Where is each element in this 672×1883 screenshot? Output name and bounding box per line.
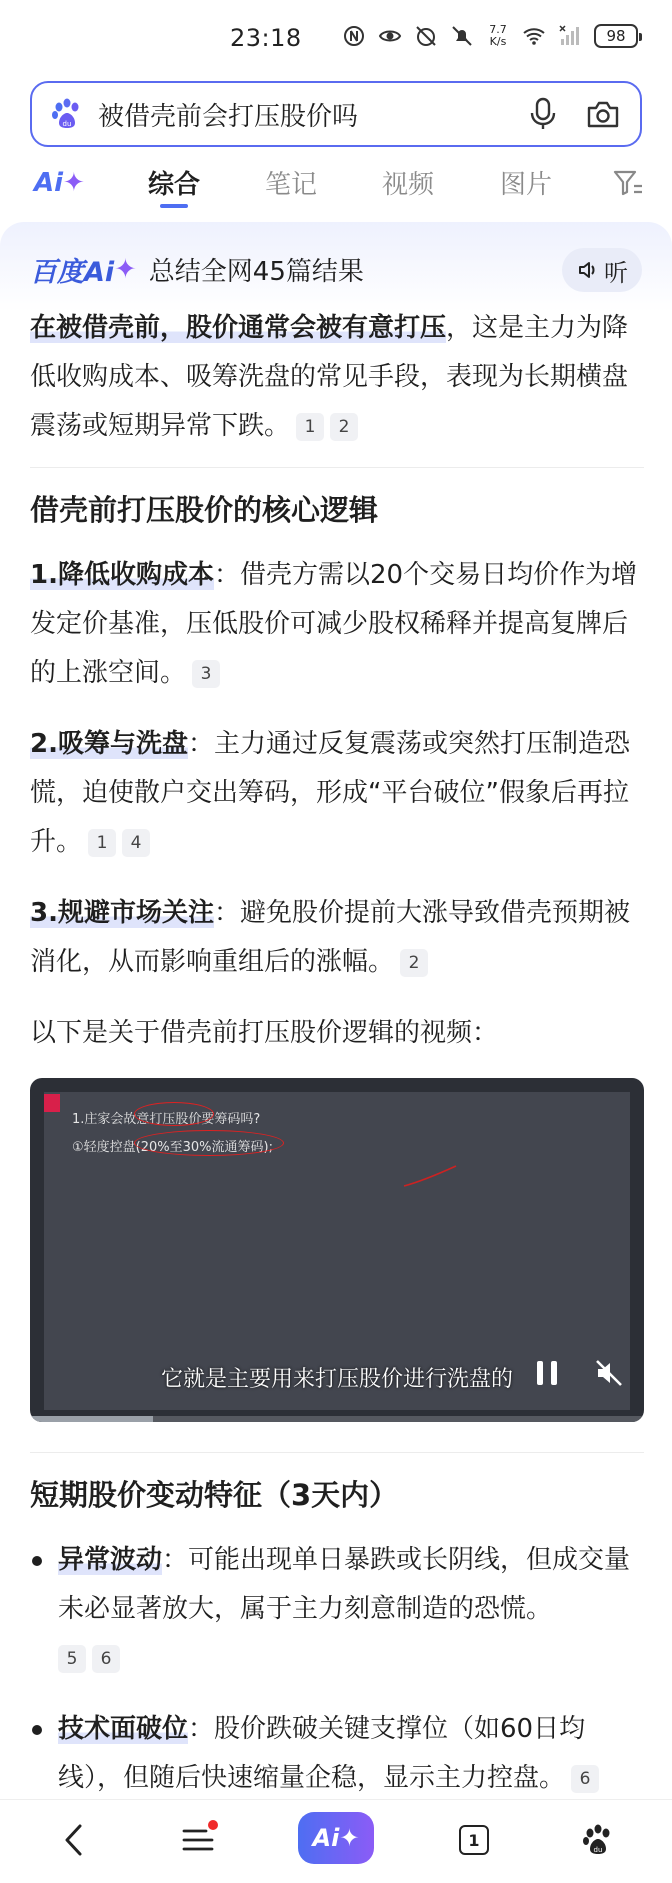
silent-icon bbox=[450, 24, 474, 48]
back-icon bbox=[62, 1822, 86, 1858]
eye-icon bbox=[378, 24, 402, 48]
annotation-stroke bbox=[400, 1162, 460, 1192]
intro-text: ，这是主力为降低收购成本、吸筹洗盘的常见手段，表现为长期横盘震荡或短期异常下跌。 bbox=[30, 313, 629, 441]
baidu-home-button[interactable] bbox=[576, 1818, 620, 1862]
tab-notes[interactable]: 笔记 bbox=[265, 170, 318, 200]
sparkle-icon: ✦ bbox=[63, 168, 85, 198]
video-progress-fill bbox=[30, 1416, 153, 1422]
net-speed bbox=[486, 24, 510, 48]
result-tabs bbox=[0, 160, 672, 220]
tab-images[interactable]: 图片 bbox=[500, 170, 553, 200]
citation-badge[interactable]: 5 bbox=[58, 1645, 86, 1673]
section-heading: 借壳前打压股价的核心逻辑 bbox=[30, 493, 379, 527]
alarm-off-icon bbox=[414, 24, 438, 48]
back-button[interactable] bbox=[52, 1818, 96, 1862]
mute-icon[interactable] bbox=[594, 1358, 624, 1388]
citation-badge[interactable]: 1 bbox=[296, 413, 324, 441]
intro-highlight: 在被借壳前，股价通常会被有意打压 bbox=[30, 313, 447, 343]
battery-indicator: 98 bbox=[594, 24, 638, 48]
item-text: ：避免股价提前大涨导致借壳预期被消化，从而影响重组后的涨幅。 bbox=[30, 898, 630, 977]
status-time: 23:18 bbox=[230, 24, 302, 52]
citation-badge[interactable]: 4 bbox=[122, 829, 150, 857]
baidu-ai-logo: 百度Ai bbox=[30, 257, 115, 288]
divider bbox=[30, 1452, 644, 1453]
logic-item bbox=[30, 889, 644, 987]
feature-item bbox=[30, 1705, 644, 1803]
filter-icon[interactable] bbox=[612, 168, 644, 198]
microphone-icon[interactable] bbox=[528, 97, 558, 131]
item-title: 异常波动 bbox=[58, 1545, 163, 1575]
video-text-line: ①轻度控盘(20%至30%流通筹码); bbox=[72, 1140, 273, 1155]
video-text-line: 1.庄家会故意打压股价要筹码吗? bbox=[72, 1112, 261, 1127]
item-text: ：主力通过反复震荡或突然打压制造恐慌，迫使散户交出筹码，形成“平台破位”假象后再拉升。 bbox=[30, 729, 630, 857]
annotation-circle bbox=[134, 1130, 284, 1156]
ai-summary-card bbox=[0, 222, 672, 1822]
status-bar bbox=[0, 0, 672, 78]
annotation-circle bbox=[134, 1102, 214, 1126]
speaker-icon bbox=[576, 258, 600, 282]
video-logo-mark bbox=[44, 1094, 60, 1112]
citation-badge[interactable]: 3 bbox=[192, 660, 220, 688]
tab-videos[interactable]: 视频 bbox=[382, 170, 435, 200]
citation-badge[interactable]: 2 bbox=[330, 413, 358, 441]
citation-badge[interactable]: 1 bbox=[88, 829, 116, 857]
ai-button-label: Ai bbox=[312, 1824, 340, 1852]
ai-assistant-button[interactable] bbox=[298, 1812, 374, 1864]
signal-icon bbox=[558, 24, 582, 48]
net-speed-value: 7.7 bbox=[489, 23, 507, 36]
svg-text:du: du bbox=[593, 1846, 603, 1854]
item-title: 吸筹与洗盘 bbox=[57, 729, 188, 759]
citation-badge[interactable]: 2 bbox=[400, 949, 428, 977]
search-input[interactable]: 被借壳前会打压股价吗 bbox=[98, 101, 359, 132]
citation-badge[interactable]: 6 bbox=[92, 1645, 120, 1673]
item-text: ：借壳方需以20个交易日均价作为增发定价基准，压低股价可减少股权稀释并提高复牌后的上涨空间。 bbox=[30, 560, 638, 688]
item-text: ：可能出现单日暴跌或长阴线，但成交量未必显著放大，属于主力刻意制造的恐慌。 bbox=[58, 1545, 631, 1624]
wifi-icon bbox=[522, 24, 546, 48]
feature-item bbox=[30, 1536, 644, 1683]
tab-ai[interactable] bbox=[34, 168, 85, 198]
item-title: 规避市场关注 bbox=[57, 898, 214, 928]
tabs-button[interactable] bbox=[452, 1818, 496, 1862]
pause-icon[interactable] bbox=[534, 1358, 560, 1388]
tab-count: 1 bbox=[459, 1825, 489, 1855]
notification-dot bbox=[208, 1820, 218, 1830]
item-text: ：股价跌破关键支撑位（如60日均线），但随后快速缩量企稳，显示主力控盘。 bbox=[58, 1714, 586, 1793]
logic-item bbox=[30, 720, 644, 867]
baidu-paw-icon bbox=[50, 97, 84, 131]
menu-button[interactable] bbox=[176, 1818, 220, 1862]
tab-all[interactable]: 综合 bbox=[148, 170, 201, 200]
tab-ai-label: Ai bbox=[34, 168, 64, 198]
citation-badge[interactable]: 6 bbox=[571, 1765, 599, 1793]
logic-item bbox=[30, 551, 644, 698]
active-tab-indicator bbox=[160, 204, 188, 208]
item-title: 降低收购成本 bbox=[57, 560, 214, 590]
search-bar[interactable] bbox=[30, 81, 642, 147]
item-title: 技术面破位 bbox=[58, 1714, 189, 1744]
sparkle-icon: ✦ bbox=[114, 254, 137, 285]
video-player[interactable] bbox=[30, 1078, 644, 1422]
status-icons bbox=[342, 24, 638, 48]
bottom-nav bbox=[0, 1799, 672, 1883]
video-subtitle: 它就是主要用来打压股价进行洗盘的 bbox=[160, 1367, 513, 1392]
summary-header bbox=[30, 250, 364, 289]
summary-title: 总结全网45篇结果 bbox=[148, 257, 364, 287]
item-number: 3. bbox=[30, 898, 58, 928]
item-number: 1. bbox=[30, 560, 58, 590]
baidu-paw-icon bbox=[581, 1823, 615, 1857]
summary-content bbox=[30, 304, 644, 1825]
section-heading: 短期股价变动特征（3天内） bbox=[30, 1478, 399, 1512]
net-speed-unit: K/s bbox=[489, 35, 507, 48]
listen-button[interactable] bbox=[562, 248, 642, 292]
svg-text:du: du bbox=[62, 120, 72, 128]
camera-icon[interactable] bbox=[586, 99, 620, 129]
item-number: 2. bbox=[30, 729, 58, 759]
video-intro: 以下是关于借壳前打压股价逻辑的视频： bbox=[30, 1018, 499, 1048]
intro-paragraph bbox=[30, 304, 644, 451]
listen-label: 听 bbox=[604, 258, 628, 287]
nfc-icon bbox=[342, 24, 366, 48]
divider bbox=[30, 467, 644, 468]
sparkle-icon: ✦ bbox=[339, 1824, 360, 1852]
